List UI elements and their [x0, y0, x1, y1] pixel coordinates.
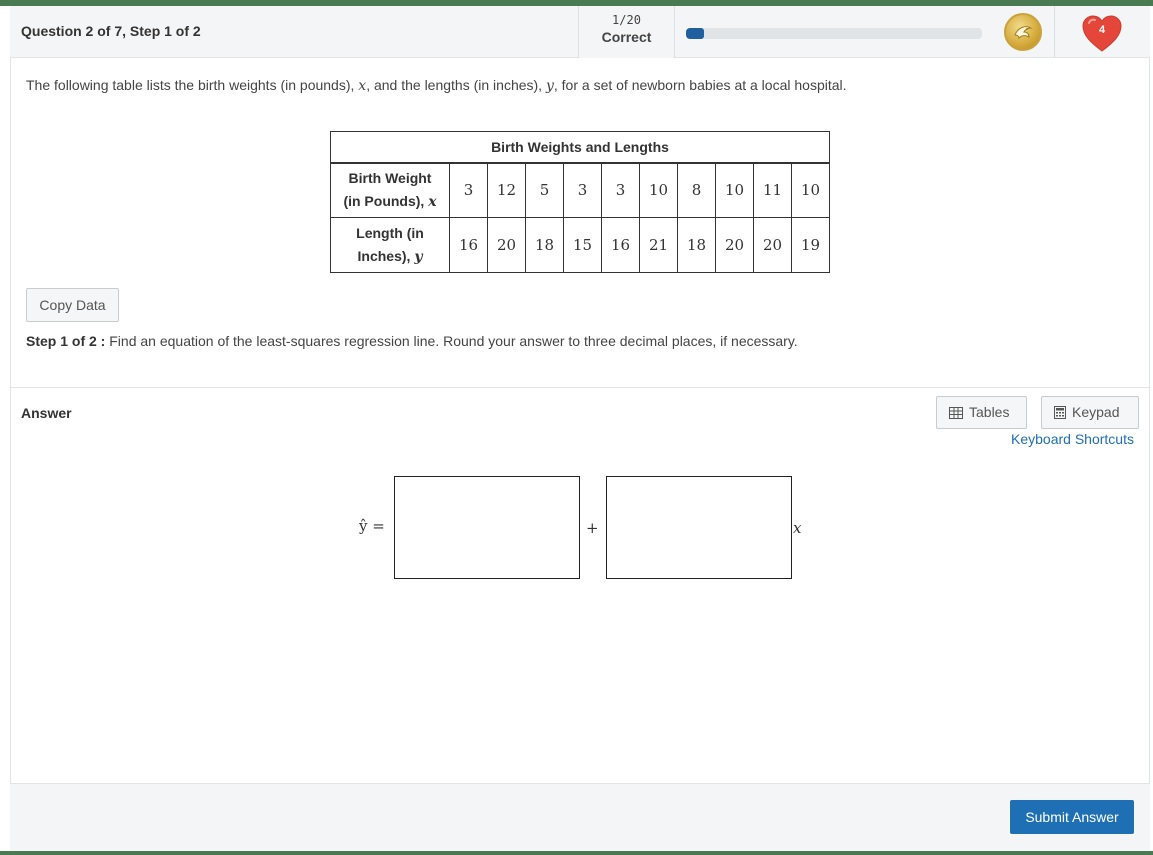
table-icon: [949, 407, 963, 419]
plus-sign: +: [586, 519, 599, 537]
weight-cell: 12: [488, 163, 526, 218]
progress-box: [578, 6, 675, 58]
progress-count: 1/20: [612, 13, 641, 27]
intro-var-y: y: [545, 78, 554, 94]
step-label: Step 1 of 2 :: [26, 333, 106, 349]
step-text: Find an equation of the least-squares regression line. Round your answer to three decimal places, if necessary.: [105, 333, 798, 349]
weight-cell: 3: [564, 163, 602, 218]
length-cell: 20: [488, 218, 526, 273]
length-cell: 19: [792, 218, 830, 273]
tables-label: Tables: [969, 404, 1010, 420]
x-variable: x: [793, 519, 802, 537]
intro-var-x: x: [358, 78, 367, 94]
length-header-line2: Inches),: [357, 247, 415, 264]
weight-row: [331, 163, 830, 218]
intro-text-1: The following table lists the birth weights (in pounds),: [26, 77, 359, 93]
yhat-label: ŷ =: [359, 517, 385, 535]
weight-header-line2: (in Pounds),: [343, 192, 429, 209]
length-row-header: [331, 218, 450, 273]
weight-header-line1: Birth Weight: [348, 169, 432, 186]
answer-footer: [10, 783, 1150, 851]
length-cell: 21: [640, 218, 678, 273]
length-row: [331, 218, 830, 273]
slope-input[interactable]: [606, 476, 792, 579]
weight-row-header: [331, 163, 450, 218]
data-table: [330, 131, 830, 273]
intercept-input[interactable]: [394, 476, 580, 579]
weight-header-var: x: [428, 193, 437, 210]
question-intro: [26, 77, 847, 94]
weight-cell: 3: [450, 163, 488, 218]
intro-text-2: , and the lengths (in inches),: [366, 77, 546, 93]
length-cell: 15: [564, 218, 602, 273]
progress-bar-fill: [686, 28, 704, 39]
progress-status: Correct: [601, 29, 652, 45]
length-cell: 18: [526, 218, 564, 273]
question-header: [10, 6, 1150, 58]
submit-answer-button[interactable]: Submit Answer: [1010, 800, 1134, 834]
keypad-label: Keypad: [1072, 404, 1120, 420]
eagle-coin-icon[interactable]: [1004, 13, 1042, 51]
intro-text-3: , for a set of newborn babies at a local hospital.: [553, 77, 847, 93]
lives-indicator: [1080, 14, 1124, 54]
eagle-icon: [1012, 21, 1034, 43]
weight-cell: 10: [792, 163, 830, 218]
length-cell: 16: [450, 218, 488, 273]
right-border: [1149, 58, 1150, 851]
weight-cell: 3: [602, 163, 640, 218]
question-label: Question 2 of 7, Step 1 of 2: [21, 23, 201, 39]
lives-count: 4: [1098, 24, 1106, 36]
weight-cell: 10: [716, 163, 754, 218]
left-border: [10, 58, 11, 851]
keypad-button[interactable]: [1041, 396, 1139, 429]
copy-data-button[interactable]: Copy Data: [26, 288, 119, 322]
calculator-icon: [1054, 406, 1066, 419]
tables-button[interactable]: [936, 396, 1027, 429]
weight-cell: 11: [754, 163, 792, 218]
weight-cell: 10: [640, 163, 678, 218]
weight-cell: 5: [526, 163, 564, 218]
answer-label: Answer: [21, 405, 72, 421]
length-header-line1: Length (in: [356, 224, 424, 241]
length-cell: 20: [716, 218, 754, 273]
step-instruction: [26, 333, 798, 349]
length-cell: 20: [754, 218, 792, 273]
section-divider: [10, 387, 1150, 388]
weight-cell: 8: [678, 163, 716, 218]
progress-bar: [686, 28, 982, 39]
table-caption: Birth Weights and Lengths: [331, 132, 830, 163]
bottom-accent-stripe: [0, 851, 1153, 855]
keyboard-shortcuts-link[interactable]: Keyboard Shortcuts: [1011, 431, 1134, 447]
length-cell: 18: [678, 218, 716, 273]
length-cell: 16: [602, 218, 640, 273]
header-separator: [1054, 6, 1055, 58]
length-header-var: y: [414, 248, 423, 265]
